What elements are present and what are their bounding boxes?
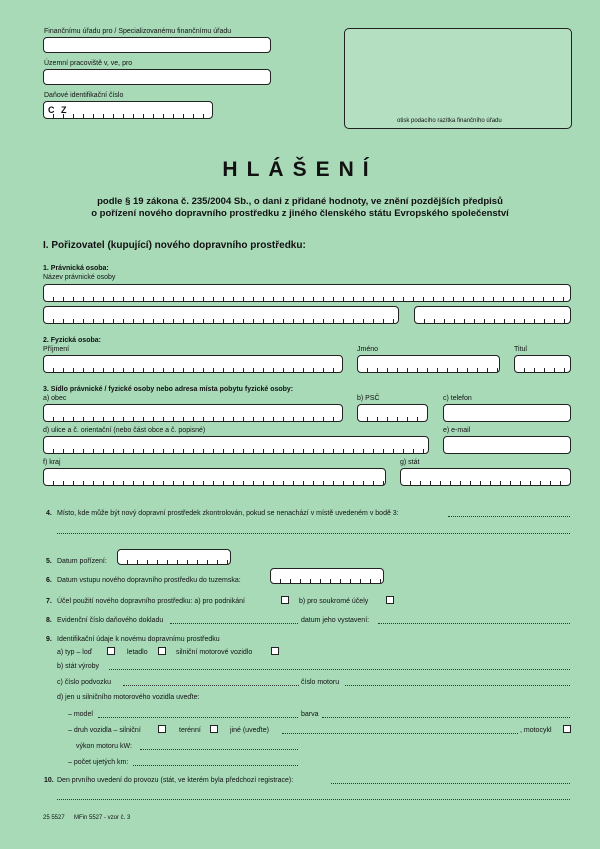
legal-name-input-1[interactable] [43, 284, 571, 302]
q9-color-line[interactable] [322, 717, 570, 718]
q9-power-label: výkon motoru kW: [76, 743, 132, 750]
phone-input[interactable] [443, 404, 571, 422]
street-input[interactable] [43, 436, 429, 454]
natural-person-label: 2. Fyzická osoba: [43, 337, 101, 344]
q10-line2[interactable] [57, 799, 570, 800]
legal-name-input-2[interactable] [43, 306, 399, 324]
q9-other-label: jiné (uveďte) [230, 727, 269, 734]
phone-label: c) telefon [443, 395, 472, 402]
q7-label: Účel použití nového dopravního prostředku: a) pro podnikání [57, 598, 245, 605]
q4-number: 4. [46, 510, 52, 517]
seat-label: 3. Sídlo právnické / fyzické osoby nebo adresa místa pobytu fyzické osoby: [43, 386, 294, 393]
office-input[interactable] [43, 37, 271, 53]
stamp-area [344, 28, 572, 129]
email-input[interactable] [443, 436, 571, 454]
state-label: g) stát [400, 459, 420, 466]
q9-terrain-checkbox[interactable] [210, 725, 218, 733]
q9-km-label: – počet ujetých km: [68, 759, 129, 766]
q9-engine-label: číslo motoru [301, 679, 340, 686]
q6-number: 6. [46, 577, 52, 584]
q10-line1[interactable] [331, 783, 570, 784]
q9-color-label: barva [301, 711, 319, 718]
q9-boat-checkbox[interactable] [107, 647, 115, 655]
q5-number: 5. [46, 558, 52, 565]
zip-input[interactable] [357, 404, 428, 422]
tax-id-label: Daňové identifikační číslo [44, 92, 124, 99]
q9-power-line[interactable] [140, 749, 298, 750]
q9-model-label: – model [68, 711, 93, 718]
section1-heading: I. Pořizovatel (kupující) nového dopravního prostředku: [43, 240, 306, 251]
q9-moto-label: , motocykl [520, 727, 552, 734]
surname-input[interactable] [43, 355, 343, 373]
q9-number: 9. [46, 636, 52, 643]
q6-date-input[interactable] [270, 568, 384, 584]
q9-moto-checkbox[interactable] [563, 725, 571, 733]
q9-plane-checkbox[interactable] [158, 647, 166, 655]
q9-engine-line[interactable] [345, 685, 570, 686]
q7-business-checkbox[interactable] [281, 596, 289, 604]
street-label: d) ulice a č. orientační (nebo část obce a č. popisné) [43, 427, 206, 434]
q9-label: Identifikační údaje k novému dopravnímu prostředku [57, 636, 220, 643]
q9-chassis-label: c) číslo podvozku [57, 679, 112, 686]
degree-input[interactable] [514, 355, 571, 373]
q10-label: Den prvního uvedení do provozu (stát, ve kterém byla předchozí registrace): [57, 777, 294, 784]
subtitle-line1: podle § 19 zákona č. 235/2004 Sb., o dani z přidané hodnoty, ve znění pozdějších předpisů [97, 196, 503, 207]
q9-kind-label: – druh vozidla – silniční [68, 727, 141, 734]
region-label: f) kraj [43, 459, 61, 466]
q9-plane-label: letadlo [127, 649, 148, 656]
email-label: e) e-mail [443, 427, 471, 434]
q9-vehicle-checkbox[interactable] [271, 647, 279, 655]
q9-chassis-line[interactable] [123, 685, 299, 686]
q9-terrain-label: terénní [179, 727, 201, 734]
q4-line1[interactable] [448, 516, 570, 517]
q8-date-label: datum jeho vystavení: [301, 617, 370, 624]
subtitle-line2: o pořízení nového dopravního prostředku z jiného členského státu Evropského společenství [91, 208, 509, 219]
branch-input[interactable] [43, 69, 271, 85]
q4-label: Místo, kde může být nový dopravní prostředek zkontrolován, pokud se nenachází v místě uvedeném v bodě 3: [57, 510, 399, 517]
q5-label: Datum pořízení: [57, 558, 107, 565]
q8-label: Evidenční číslo daňového dokladu [57, 617, 164, 624]
q9-other-line[interactable] [282, 733, 518, 734]
q4-line2[interactable] [57, 533, 570, 534]
q9-road-checkbox[interactable] [158, 725, 166, 733]
q8-doc-line[interactable] [170, 623, 298, 624]
footer-code: 25 5527 [43, 815, 65, 821]
q9-road-label: d) jen u silničního motorového vozidla uveďte: [57, 694, 200, 701]
q9-type-label: a) typ – loď [57, 649, 93, 656]
q8-number: 8. [46, 617, 52, 624]
footer-form: MFin 5527 - vzor č. 3 [74, 815, 131, 821]
q10-number: 10. [44, 777, 54, 784]
degree-label: Titul [514, 346, 527, 353]
tax-id-prefix: C Z [48, 105, 69, 115]
state-input[interactable] [400, 468, 571, 486]
q6-label: Datum vstupu nového dopravního prostředku do tuzemska: [57, 577, 241, 584]
legal-name-label: Název právnické osoby [43, 274, 116, 281]
q8-date-line[interactable] [378, 623, 570, 624]
branch-label: Územní pracoviště v, ve, pro [44, 60, 133, 67]
surname-label: Příjmení [43, 346, 70, 353]
first-name-label: Jméno [357, 346, 379, 353]
stamp-label: otisk podacího razítka finančního úřadu [397, 118, 502, 124]
zip-label: b) PSČ [357, 395, 380, 402]
first-name-input[interactable] [357, 355, 500, 373]
legal-name-input-3[interactable] [414, 306, 571, 324]
q5-date-input[interactable] [117, 549, 231, 565]
q7-private-checkbox[interactable] [386, 596, 394, 604]
city-label: a) obec [43, 395, 67, 402]
city-input[interactable] [43, 404, 343, 422]
q7-private-label: b) pro soukromé účely [299, 598, 369, 605]
legal-person-label: 1. Právnická osoba: [43, 265, 109, 272]
office-label: Finančnímu úřadu pro / Specializovanému finančnímu úřadu [44, 28, 232, 35]
page-title: HLÁŠENÍ [222, 158, 378, 181]
q9-km-line[interactable] [133, 765, 298, 766]
q7-number: 7. [46, 598, 52, 605]
q9-state-line[interactable] [109, 669, 570, 670]
q9-state-label: b) stát výroby [57, 663, 100, 670]
region-input[interactable] [43, 468, 386, 486]
tax-id-input[interactable] [43, 101, 213, 119]
q9-vehicle-label: silniční motorové vozidlo [176, 649, 253, 656]
q9-model-line[interactable] [98, 717, 298, 718]
